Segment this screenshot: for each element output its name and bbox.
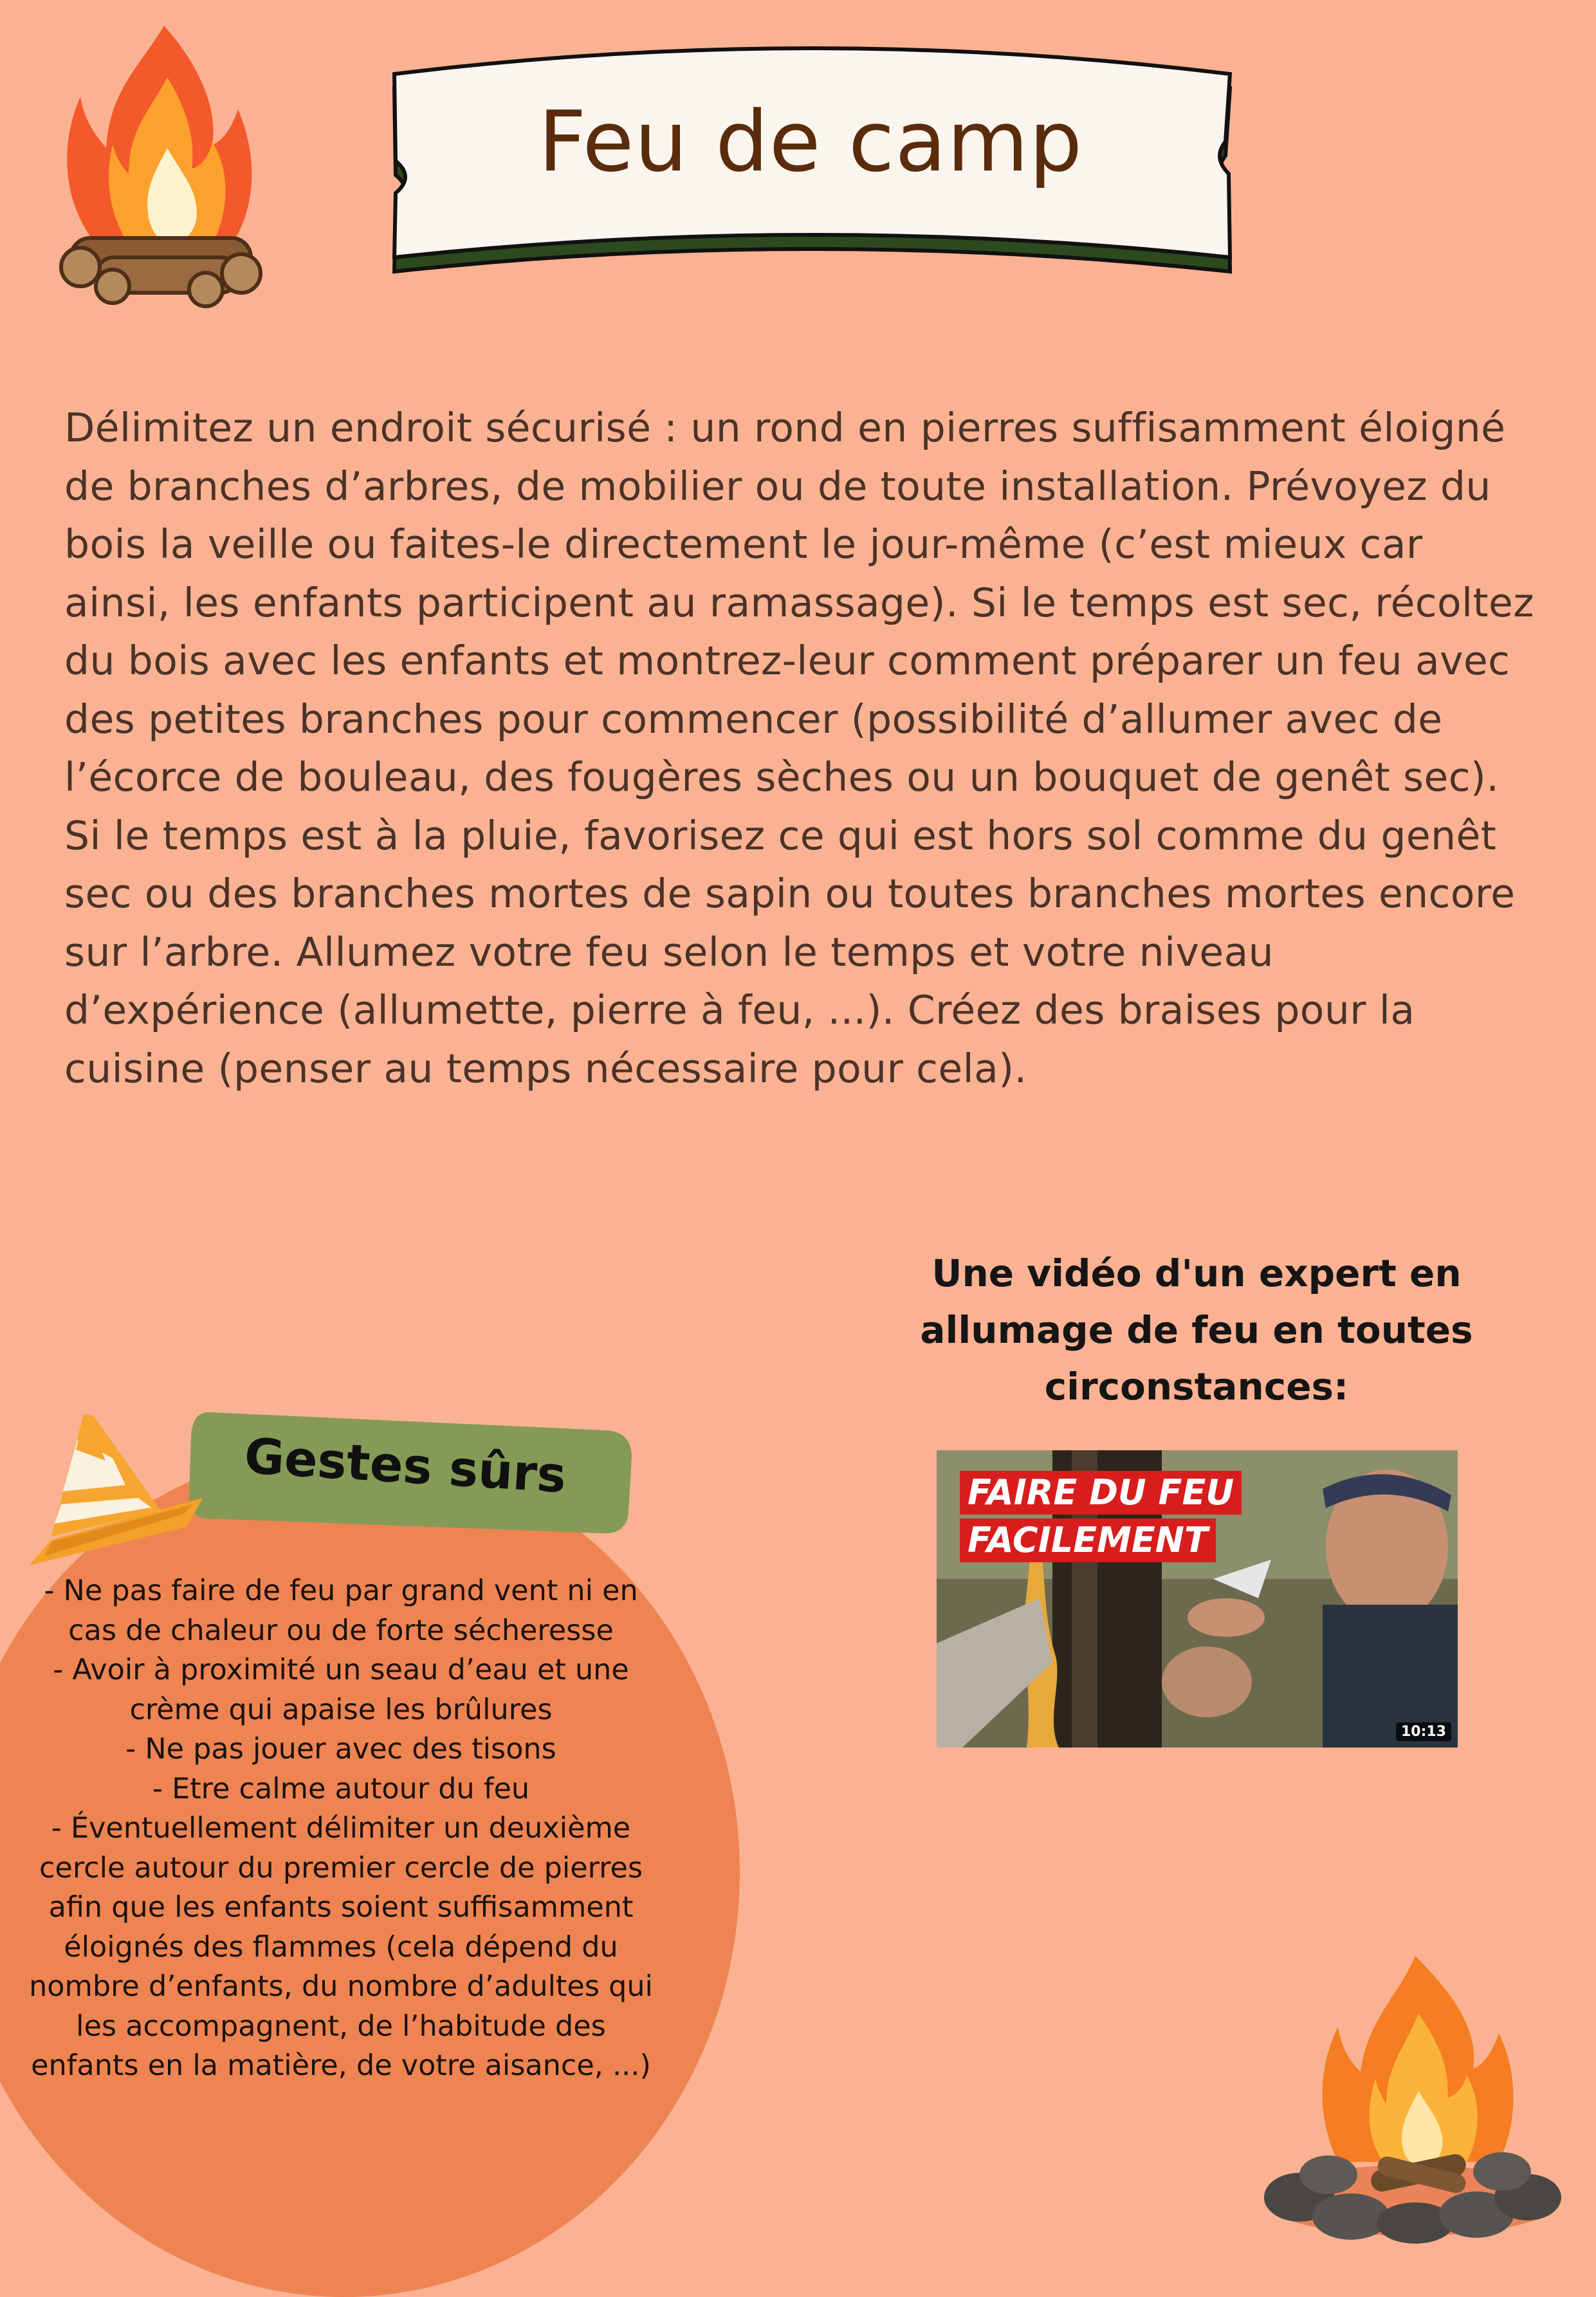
safety-title: Gestes sûrs [243, 1426, 568, 1504]
traffic-cone-icon [26, 1401, 206, 1575]
stone-campfire-icon [1254, 1950, 1570, 2246]
intro-paragraph: Délimitez un endroit sécurisé : un rond en pierres suffisamment éloigné de branches d’arbres, de mobilier ou de toute installation. Prévoyez du bois la veille ou faites-le directement le jour-même (c’est mieux car ainsi, les enfants participent au ramassage). Si le temps est sec, récoltez du bois avec les enfants et montrez-leur comment préparer un feu avec des petites branches pour commencer (possibilité d’allumer avec de l’écorce de bouleau, des fougères sèches ou un bouquet de genêt sec). Si le temps est à la pluie, favorisez ce qui est hors sol comme du genêt sec ou des branches mortes de sapin ou toutes branches mortes encore sur l’arbre. Allumez votre feu selon le temps et votre niveau d’expérience (allumette, pierre à feu, ...). Créez des braises pour la cuisine (penser au temps nécessaire pour cela). [64, 405, 1534, 1092]
list-item: - Ne pas jouer avec des tisons [125, 1733, 556, 1766]
list-item: - Avoir à proximité un seau d’eau et une crème qui apaise les brûlures [53, 1654, 629, 1726]
video-heading: Une vidéo d'un expert en allumage de feu en toutes circonstances: [920, 1251, 1473, 1408]
thumbnail-caption-line1: FAIRE DU FEU [960, 1471, 1242, 1515]
page-title: Feu de camp [538, 93, 1083, 190]
list-item: - Ne pas faire de feu par grand vent ni en cas de chaleur ou de forte sécheresse [44, 1574, 638, 1647]
thumbnail-caption-line2: FACILEMENT [960, 1518, 1216, 1562]
video-thumbnail[interactable] [937, 1450, 1458, 1748]
list-item: - Éventuellement délimiter un deuxième cercle autour du premier cercle de pierres afin que les enfants soient suffisamment éloignés des flammes (cela dépend du nombre d’enfants, du nombre d’adultes qui les accompagnent, de l’habitude des enfants en la matière, de votre aisance, ...) [29, 1812, 653, 2082]
safety-list [19, 1571, 663, 2086]
video-duration: 10:13 [1396, 1722, 1451, 1741]
list-item: - Etre calme autour du feu [152, 1772, 530, 1805]
campfire-icon [45, 19, 277, 309]
